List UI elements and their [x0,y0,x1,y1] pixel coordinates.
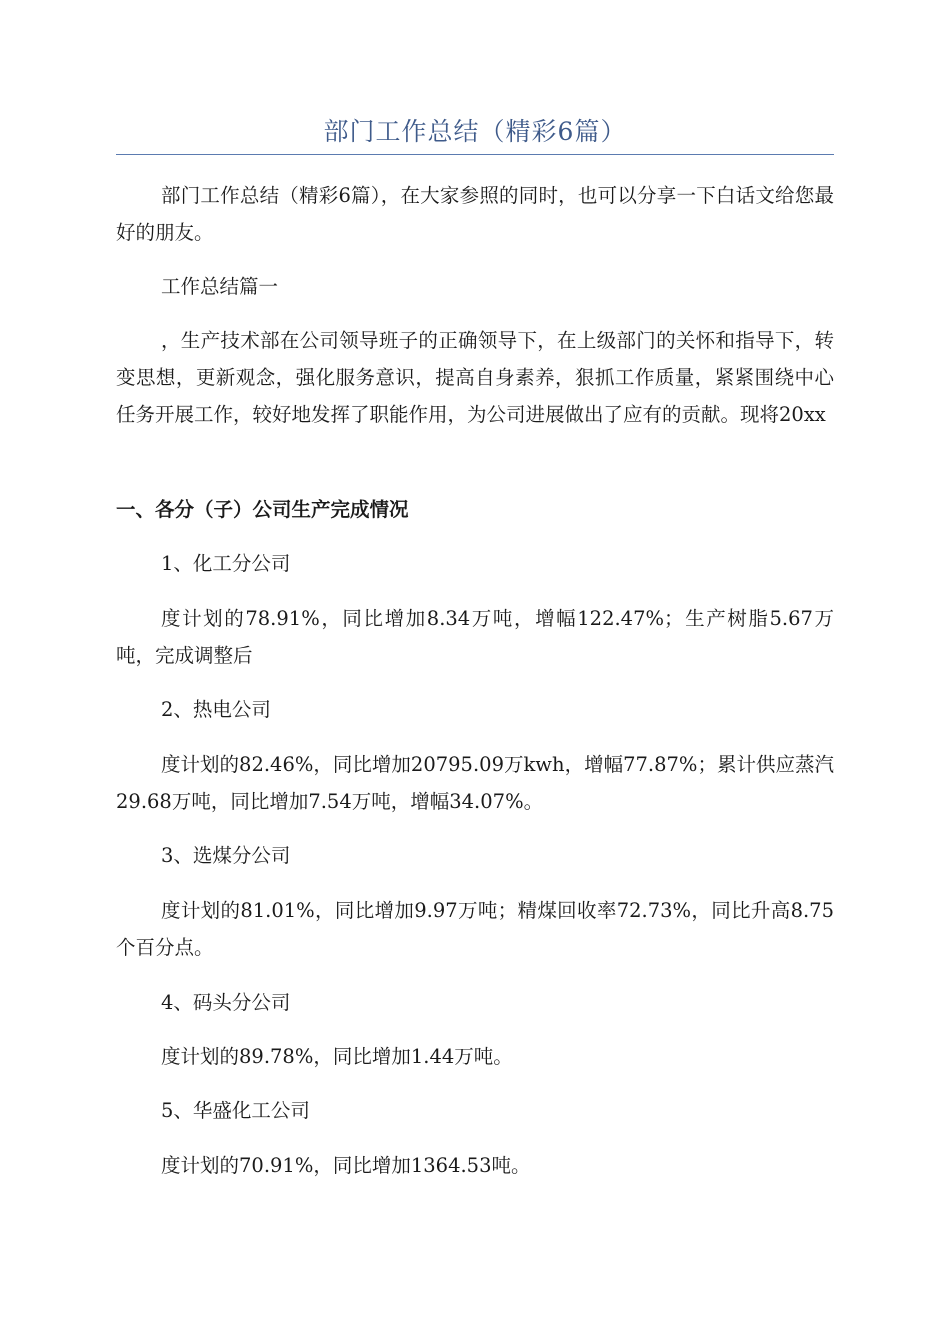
page-title: 部门工作总结（精彩6篇） [323,117,627,146]
item-label: 3、选煤分公司 [161,844,291,867]
item-label: 1、化工分公司 [161,552,291,575]
title-underline [116,154,834,155]
item-label: 4、码头分公司 [161,991,291,1014]
section-heading: 一、各分（子）公司生产完成情况 [116,498,409,521]
item-body: 度计划的78.91%，同比增加8.34万吨，增幅122.47%；生产树脂5.67万吨，完成调整后 [116,607,834,667]
section-body: ，生产技术部在公司领导班子的正确领导下，在上级部门的关怀和指导下，转变思想，更新观念，强化服务意识，提高自身素养，狠抓工作质量，紧紧围绕中心任务开展工作，较好地发挥了职能作用，为公司进展做出了应有的贡献。现将20xx [116,329,834,426]
item-label: 5、华盛化工公司 [161,1099,310,1122]
item-label: 2、热电公司 [161,698,271,721]
item-body: 度计划的70.91%，同比增加1364.53吨。 [161,1154,531,1177]
item-body: 度计划的81.01%，同比增加9.97万吨；精煤回收率72.73%，同比升高8.75个百分点。 [116,899,834,959]
section-title: 工作总结篇一 [161,275,279,298]
item-body: 度计划的89.78%，同比增加1.44万吨。 [161,1045,513,1068]
intro-paragraph: 部门工作总结（精彩6篇），在大家参照的同时，也可以分享一下白话文给您最好的朋友。 [116,184,834,244]
item-body: 度计划的82.46%，同比增加20795.09万kwh，增幅77.87%；累计供应蒸汽29.68万吨，同比增加7.54万吨，增幅34.07%。 [116,753,834,813]
